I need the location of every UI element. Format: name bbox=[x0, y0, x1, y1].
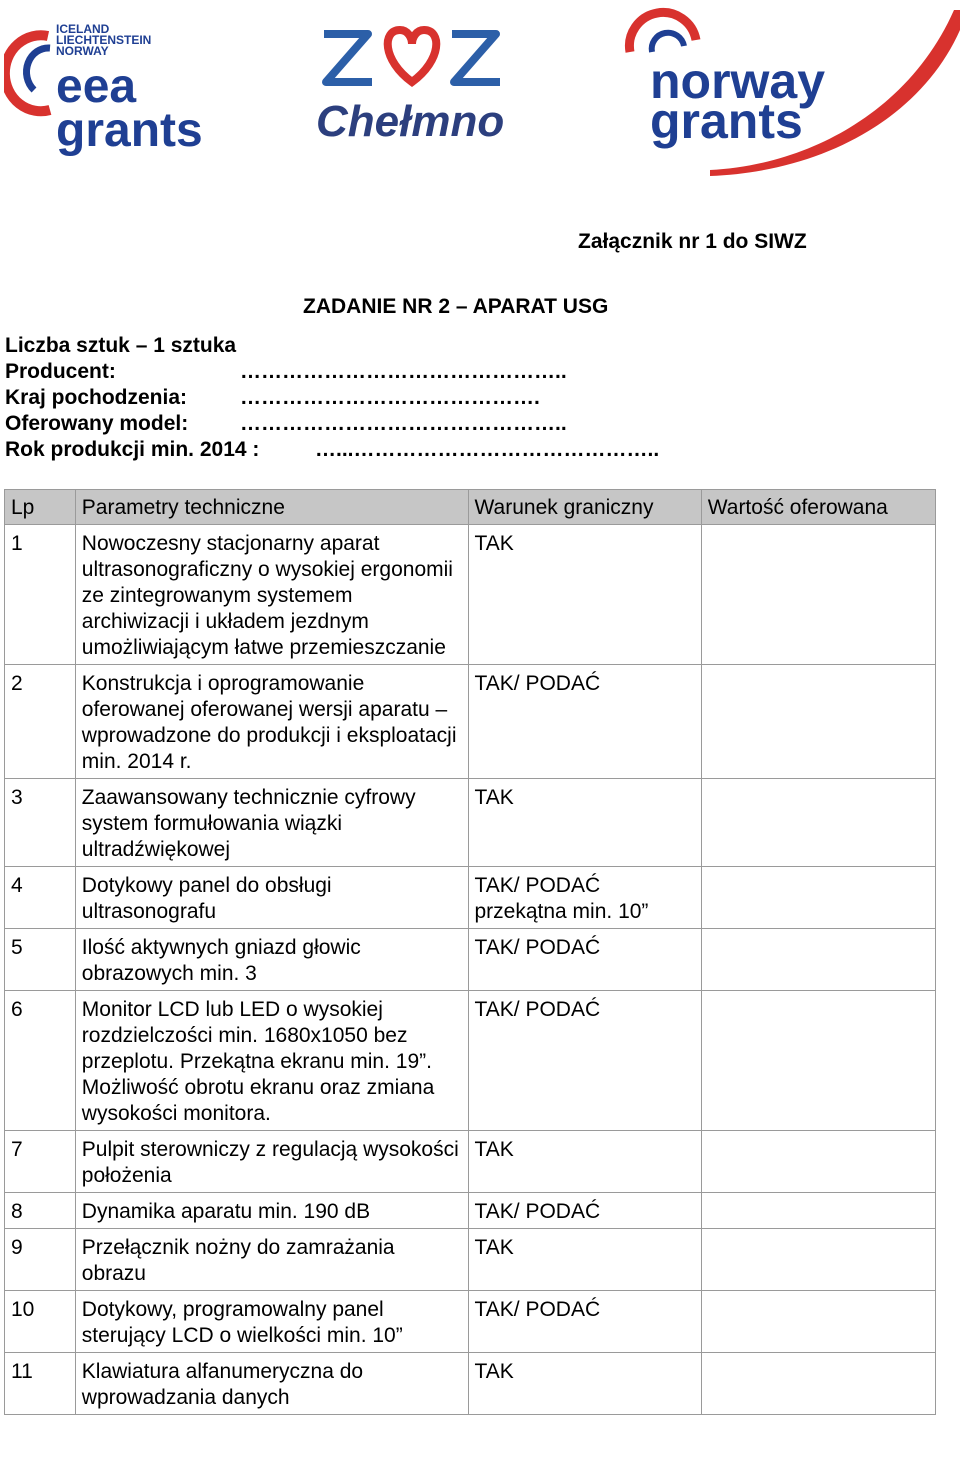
year-row bbox=[5, 437, 660, 463]
offer-info bbox=[5, 333, 660, 463]
eea-country-3: NORWAY bbox=[56, 44, 109, 58]
parameter-cell: Zaawansowany technicznie cyfrowy system formułowania wiązki ultradźwiękowej bbox=[75, 779, 468, 867]
table-row bbox=[5, 991, 936, 1131]
row-number: 4 bbox=[5, 867, 76, 929]
condition-cell: TAK/ PODAĆ bbox=[468, 1291, 701, 1353]
model-label: Oferowany model: bbox=[5, 412, 189, 435]
producer-label: Producent: bbox=[5, 360, 116, 383]
condition-cell: TAK bbox=[468, 1131, 701, 1193]
condition-cell: TAK/ PODAĆ bbox=[468, 1193, 701, 1229]
technical-parameters-table bbox=[4, 489, 936, 1415]
offered-value-cell[interactable] bbox=[701, 1193, 935, 1229]
offered-value-cell[interactable] bbox=[701, 929, 935, 991]
table-row bbox=[5, 1353, 936, 1415]
table-row bbox=[5, 1193, 936, 1229]
quantity-row bbox=[5, 333, 259, 359]
country-label: Kraj pochodzenia: bbox=[5, 386, 188, 409]
row-number: 2 bbox=[5, 665, 76, 779]
row-number: 8 bbox=[5, 1193, 76, 1229]
quantity-label: Liczba sztuk – 1 sztuka bbox=[5, 334, 237, 357]
offered-value-cell[interactable] bbox=[701, 1291, 935, 1353]
year-label: Rok produkcji min. 2014 : bbox=[5, 438, 260, 461]
parameter-cell: Dotykowy, programowalny panel sterujący LCD o wielkości min. 10” bbox=[75, 1291, 468, 1353]
row-number: 9 bbox=[5, 1229, 76, 1291]
annex-label: Załącznik nr 1 do SIWZ bbox=[578, 230, 807, 253]
parameter-cell: Dynamika aparatu min. 190 dB bbox=[75, 1193, 468, 1229]
task-title: ZADANIE NR 2 – APARAT USG bbox=[303, 295, 609, 318]
eea-grants-logo bbox=[4, 18, 204, 158]
table-row bbox=[5, 867, 936, 929]
producer-field: ……………………………………….. bbox=[240, 360, 567, 383]
row-number: 10 bbox=[5, 1291, 76, 1353]
row-number: 11 bbox=[5, 1353, 76, 1415]
offered-value-cell[interactable] bbox=[701, 1229, 935, 1291]
norway-grants-word: grants bbox=[650, 93, 803, 149]
row-number: 5 bbox=[5, 929, 76, 991]
row-number: 3 bbox=[5, 779, 76, 867]
parameter-cell: Konstrukcja i oprogramowanie oferowanej oferowanej wersji aparatu – wprowadzone do produkcji i eksploatacji min. 2014 r. bbox=[75, 665, 468, 779]
offered-value-cell[interactable] bbox=[701, 991, 935, 1131]
table-header-row bbox=[5, 490, 936, 525]
header-condition: Warunek graniczny bbox=[468, 490, 701, 525]
parameter-cell: Nowoczesny stacjonarny aparat ultrasonograficzny o wysokiej ergonomii ze zintegrowanym systemem archiwizacji i układem jezdnym umożliwiającym łatwe przemieszczanie bbox=[75, 525, 468, 665]
offered-value-cell[interactable] bbox=[701, 779, 935, 867]
eea-country-1: ICELAND bbox=[56, 22, 110, 36]
condition-cell: TAK/ PODAĆ bbox=[468, 929, 701, 991]
model-field: ……………………………………….. bbox=[240, 412, 567, 435]
eea-country-2: LIECHTENSTEIN bbox=[56, 33, 152, 47]
condition-cell: TAK bbox=[468, 1353, 701, 1415]
table-row bbox=[5, 1229, 936, 1291]
table-row bbox=[5, 1131, 936, 1193]
table-row bbox=[5, 665, 936, 779]
parameter-cell: Przełącznik nożny do zamrażania obrazu bbox=[75, 1229, 468, 1291]
condition-cell: TAK bbox=[468, 525, 701, 665]
offered-value-cell[interactable] bbox=[701, 1131, 935, 1193]
country-row bbox=[5, 385, 540, 411]
offered-value-cell[interactable] bbox=[701, 1353, 935, 1415]
year-field: …...…………………………………….. bbox=[315, 438, 660, 461]
header-offered-value: Wartość oferowana bbox=[701, 490, 935, 525]
table-row bbox=[5, 779, 936, 867]
condition-cell: TAK/ PODAĆ bbox=[468, 991, 701, 1131]
norway-grants-logo bbox=[600, 0, 960, 185]
table-row bbox=[5, 525, 936, 665]
model-row bbox=[5, 411, 567, 437]
parameter-cell: Dotykowy panel do obsługi ultrasonografu bbox=[75, 867, 468, 929]
header-parameters: Parametry techniczne bbox=[75, 490, 468, 525]
norway-word: norway bbox=[650, 53, 826, 109]
offered-value-cell[interactable] bbox=[701, 665, 935, 779]
chelmno-logo bbox=[312, 20, 512, 150]
offered-value-cell[interactable] bbox=[701, 867, 935, 929]
offered-value-cell[interactable] bbox=[701, 525, 935, 665]
table-row bbox=[5, 929, 936, 991]
header-lp: Lp bbox=[5, 490, 76, 525]
logo-bar bbox=[0, 0, 960, 185]
condition-cell: TAK bbox=[468, 779, 701, 867]
country-field: ……………………………………. bbox=[240, 386, 540, 409]
parameter-cell: Monitor LCD lub LED o wysokiej rozdzielczości min. 1680x1050 bez przeplotu. Przekątna ekranu min. 19”. Możliwość obrotu ekranu oraz zmiana wysokości monitora. bbox=[75, 991, 468, 1131]
producer-row bbox=[5, 359, 567, 385]
chelmno-word: Chełmno bbox=[316, 97, 505, 146]
eea-word: eea bbox=[56, 60, 137, 113]
row-number: 6 bbox=[5, 991, 76, 1131]
row-number: 1 bbox=[5, 525, 76, 665]
table-row bbox=[5, 1291, 936, 1353]
parameter-cell: Klawiatura alfanumeryczna do wprowadzania danych bbox=[75, 1353, 468, 1415]
condition-cell: TAK/ PODAĆ przekątna min. 10” bbox=[468, 867, 701, 929]
condition-cell: TAK bbox=[468, 1229, 701, 1291]
condition-cell: TAK/ PODAĆ bbox=[468, 665, 701, 779]
eea-grants-word: grants bbox=[56, 104, 203, 157]
parameter-cell: Pulpit sterowniczy z regulacją wysokości położenia bbox=[75, 1131, 468, 1193]
row-number: 7 bbox=[5, 1131, 76, 1193]
parameter-cell: Ilość aktywnych gniazd głowic obrazowych min. 3 bbox=[75, 929, 468, 991]
